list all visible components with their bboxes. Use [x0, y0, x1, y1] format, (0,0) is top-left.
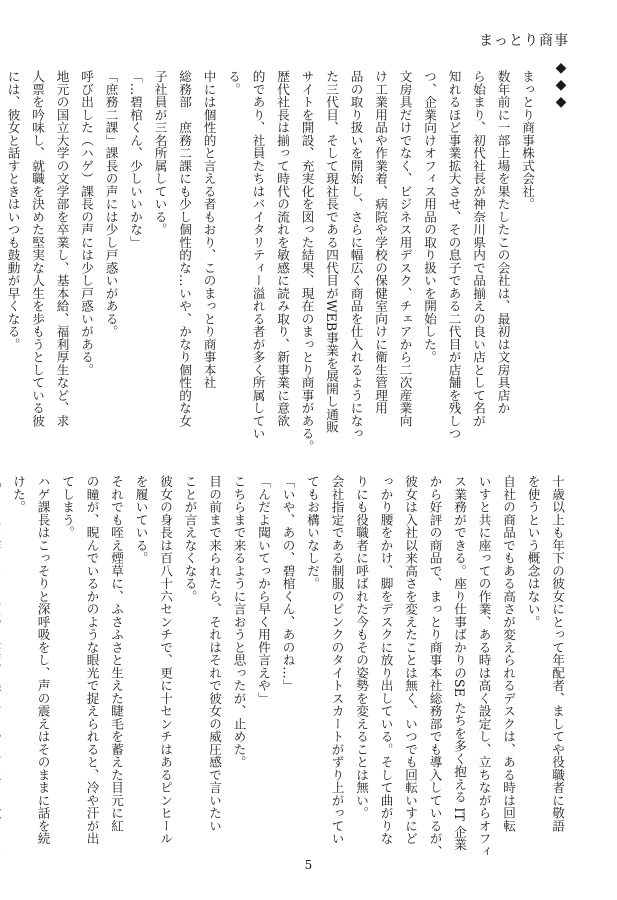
text-line: 的であり、社員たちはバイタリティー溢れる者が多く所属してい [250, 70, 266, 440]
text-line [0, 475, 6, 850]
text-line: 「んだよ聞いてっから早く用件言えや」 [256, 475, 271, 705]
text-line: 目の前まで来られたら、それはそれで彼女の威圧感で言いたい [207, 475, 222, 832]
text-line: 総務部 庶務二課にも少し個性的な…いや、かなり個性的な女 [177, 70, 192, 427]
text-line: ス業務ができる。座り仕事ばかりのSE たちを多く抱える IT 企業 [452, 475, 467, 851]
diamond-icon: ◆ [555, 60, 567, 76]
text-line: 地元の国立大学の文学部を卒業し、基本給、福利厚生など、求 [54, 70, 70, 427]
section-ornament [553, 60, 569, 111]
page-number: 5 [304, 858, 313, 872]
text-line: 知れるほど事業拡大させ、その息子である二代目が店舗を残しつ [446, 70, 462, 440]
text-line: 品の取り扱いを開始し、さらに幅広く商品を仕入れるようになっ [348, 70, 364, 440]
top-text-band [5, 70, 539, 453]
text-line: 人票を吟味し、就職を決めた堅実な人生を歩もうとしている彼 [30, 70, 45, 427]
text-line: を使うという概念はない。 [525, 475, 541, 628]
text-line: りにも役職者に呼ばれた今もその姿勢を変えることは無い。 [354, 475, 369, 820]
diamond-icon: ◆ [555, 94, 567, 110]
text-line: こちらまで来るように言おうと思ったが、止めた。 [231, 475, 247, 769]
bottom-text-band [11, 475, 569, 858]
text-line: 数年前に一部上場を果たしたこの会社は、最初は文房具店か [495, 70, 511, 415]
text-line: ことが言えなくなる。 [182, 475, 198, 603]
text-line: 「…碧棺くん、少しいいかな」 [128, 70, 143, 249]
text-line: 彼女の身長は百八十六センチで、更に十センチはあるピンヒール [158, 475, 173, 845]
text-line: 「庶務二課」課長の声には少し戸惑いがある。 [103, 70, 119, 338]
text-line: け工業用品や作業着、病院や学校の保健室向けに衛生管理用 [373, 70, 388, 415]
text-line: サイトを開設、充実化を図った結果、現在のまっとり商事がある。 [299, 70, 315, 453]
text-line: には、彼女と話すときはいつも鼓動が早くなる。 [5, 70, 21, 351]
text-line: ハゲ課長はこっそりと深呼吸をし、声の震えはそのままに話を続 [35, 475, 51, 845]
text-line: けた。 [11, 475, 26, 514]
text-line: 文房具だけでなく、ビジネス用デスク、チェアから二次産業向 [397, 70, 413, 427]
text-line: ら始まり、初代社長が神奈川県内で品揃えの良い店として名が [471, 70, 486, 427]
text-line: 「いや、あの、碧棺くん、あのね…」 [280, 475, 296, 692]
running-title: まっとり商事 [479, 33, 569, 49]
text-line: それでも咥え煙草に、ふさふさと生えた睫毛を蓄えた目元に紅 [109, 475, 124, 832]
text-line: 会社指定である制服のピンクのタイトスカートがずり上がってい [329, 475, 345, 845]
text-line: 呼び出した（ハゲ）課長の声には少し戸惑いがある。 [79, 70, 94, 376]
text-line: から好評の商品で、まっとり商事本社総務部でも導入しているが、 [427, 475, 443, 858]
text-line: 彼女は入社以来高さを変えたことは無く、いつでも回転いすにど [403, 475, 418, 845]
text-line: つ、企業向けオフィス用品の取り扱いを開始した。 [422, 70, 437, 364]
text-line: を履いている。 [133, 475, 149, 565]
text-line: てもお構いなしだ。 [305, 475, 320, 590]
text-line: 中には個性的と言える者もおり、このまっとり商事本社 [201, 70, 217, 389]
text-line: 十歳以上も年下の彼女にとって年配者、ましてや役職者に敬語 [550, 475, 565, 832]
text-line: てしまう。 [60, 475, 75, 539]
text-line: っかり腰をかけ、脚をデスクに放り出している。そして曲がりな [378, 475, 394, 845]
text-line: 子社員が三名所属している。 [152, 70, 168, 236]
text-line: 歴代社長は揃って時代の流れを敏感に読み取り、新事業に意欲 [275, 70, 290, 427]
text-line: た三代目、そして現社長である四代目がWEB事業を展開し通販 [324, 70, 339, 434]
text-line: まっとり商事株式会社。 [520, 70, 535, 211]
text-line: る。 [226, 70, 241, 96]
text-line: いすと共に座っての作業、ある時は高く設定し、立ちながらオフィ [476, 475, 492, 858]
text-line: 自社の商品でもある高さが変えられるデスクは、ある時は回転 [501, 475, 516, 832]
diamond-icon: ◆ [555, 77, 567, 93]
text-line: の瞳が、睨んでいるかのような眼光で捉えられると、冷や汗が出 [84, 475, 100, 845]
